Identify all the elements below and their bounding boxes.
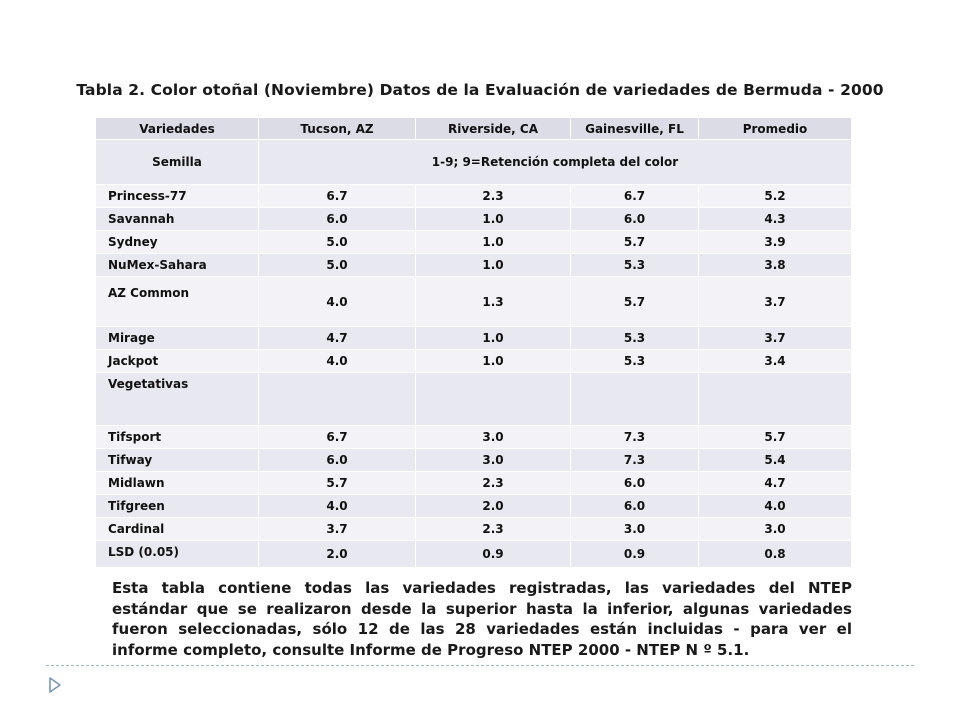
variety-name: Savannah: [96, 208, 259, 231]
value-riverside: 1.0: [416, 350, 571, 373]
column-header-promedio: Promedio: [699, 118, 852, 140]
value-tucson: 6.0: [259, 449, 416, 472]
value-riverside: 3.0: [416, 449, 571, 472]
table-row: [96, 449, 852, 472]
value-gainesville: 6.0: [571, 472, 699, 495]
value-promedio: 4.7: [699, 472, 852, 495]
value-promedio: 5.4: [699, 449, 852, 472]
value-tucson: 4.7: [259, 327, 416, 350]
value-tucson: 6.7: [259, 185, 416, 208]
variety-name: NuMex-Sahara: [96, 254, 259, 277]
variety-name: Midlawn: [96, 472, 259, 495]
value-gainesville: 0.9: [571, 541, 699, 568]
empty-cell: [699, 373, 852, 426]
value-gainesville: 3.0: [571, 518, 699, 541]
value-riverside: 1.0: [416, 231, 571, 254]
value-gainesville: 6.7: [571, 185, 699, 208]
value-riverside: 0.9: [416, 541, 571, 568]
value-tucson: 2.0: [259, 541, 416, 568]
value-gainesville: 5.7: [571, 277, 699, 327]
value-gainesville: 5.3: [571, 254, 699, 277]
description-paragraph: Esta tabla contiene todas las variedades registradas, las variedades del NTEP estándar que se realizaron desde la superior hasta la inferior, algunas variedades fueron seleccionadas, sólo 12 de las 28 variedades están incluidas - para ver el informe completo, consulte Informe de Progreso NTEP 2000 - NTEP N º 5.1.: [112, 579, 852, 659]
value-riverside: 2.3: [416, 472, 571, 495]
value-tucson: 5.0: [259, 254, 416, 277]
column-header-riverside: Riverside, CA: [416, 118, 571, 140]
variety-name: Tifway: [96, 449, 259, 472]
value-gainesville: 5.3: [571, 350, 699, 373]
value-gainesville: 6.0: [571, 208, 699, 231]
value-riverside: 1.0: [416, 208, 571, 231]
table-row: [96, 472, 852, 495]
variety-name: Mirage: [96, 327, 259, 350]
empty-cell: [571, 373, 699, 426]
value-promedio: 3.8: [699, 254, 852, 277]
table-title: Tabla 2. Color otoñal (Noviembre) Datos de la Evaluación de variedades de Bermuda - 2000: [76, 81, 884, 99]
table-row: [96, 208, 852, 231]
value-promedio: 3.7: [699, 327, 852, 350]
value-tucson: 4.0: [259, 350, 416, 373]
lsd-row: [96, 541, 852, 568]
value-tucson: 4.0: [259, 277, 416, 327]
empty-cell: [259, 373, 416, 426]
value-tucson: 5.0: [259, 231, 416, 254]
scale-note: 1-9; 9=Retención completa del color: [259, 140, 852, 185]
column-header-tucson: Tucson, AZ: [259, 118, 416, 140]
value-riverside: 3.0: [416, 426, 571, 449]
column-header-variedades: Variedades: [96, 118, 259, 140]
variety-name: Sydney: [96, 231, 259, 254]
table-row: [96, 327, 852, 350]
value-gainesville: 5.3: [571, 327, 699, 350]
variety-name: Tifgreen: [96, 495, 259, 518]
evaluation-table: [95, 117, 852, 568]
semilla-label: Semilla: [96, 140, 259, 185]
variety-name: Tifsport: [96, 426, 259, 449]
value-promedio: 4.0: [699, 495, 852, 518]
table-row: [96, 254, 852, 277]
value-tucson: 6.7: [259, 426, 416, 449]
value-riverside: 1.0: [416, 254, 571, 277]
variety-name: AZ Common: [96, 277, 259, 327]
value-riverside: 1.0: [416, 327, 571, 350]
value-promedio: 3.9: [699, 231, 852, 254]
semilla-row: [96, 140, 852, 185]
header-row: [96, 118, 852, 140]
vegetativas-label: Vegetativas: [96, 373, 259, 426]
table-row: [96, 426, 852, 449]
table-row: [96, 231, 852, 254]
vegetativas-row: [96, 373, 852, 426]
table-row: [96, 495, 852, 518]
value-tucson: 3.7: [259, 518, 416, 541]
slide-divider: [46, 665, 914, 666]
value-gainesville: 5.7: [571, 231, 699, 254]
value-tucson: 6.0: [259, 208, 416, 231]
variety-name: LSD (0.05): [96, 541, 259, 568]
value-riverside: 1.3: [416, 277, 571, 327]
table-row: [96, 518, 852, 541]
column-header-gainesville: Gainesville, FL: [571, 118, 699, 140]
value-gainesville: 7.3: [571, 426, 699, 449]
variety-name: Princess-77: [96, 185, 259, 208]
variety-name: Cardinal: [96, 518, 259, 541]
value-gainesville: 7.3: [571, 449, 699, 472]
value-promedio: 5.2: [699, 185, 852, 208]
value-promedio: 3.0: [699, 518, 852, 541]
value-promedio: 3.7: [699, 277, 852, 327]
value-riverside: 2.0: [416, 495, 571, 518]
table-row: [96, 277, 852, 327]
value-riverside: 2.3: [416, 518, 571, 541]
value-gainesville: 6.0: [571, 495, 699, 518]
table-row: [96, 350, 852, 373]
value-promedio: 4.3: [699, 208, 852, 231]
table-row: [96, 185, 852, 208]
value-promedio: 3.4: [699, 350, 852, 373]
value-riverside: 2.3: [416, 185, 571, 208]
variety-name: Jackpot: [96, 350, 259, 373]
value-tucson: 4.0: [259, 495, 416, 518]
value-tucson: 5.7: [259, 472, 416, 495]
value-promedio: 0.8: [699, 541, 852, 568]
empty-cell: [416, 373, 571, 426]
value-promedio: 5.7: [699, 426, 852, 449]
triangle-bullet-icon: [49, 677, 61, 693]
